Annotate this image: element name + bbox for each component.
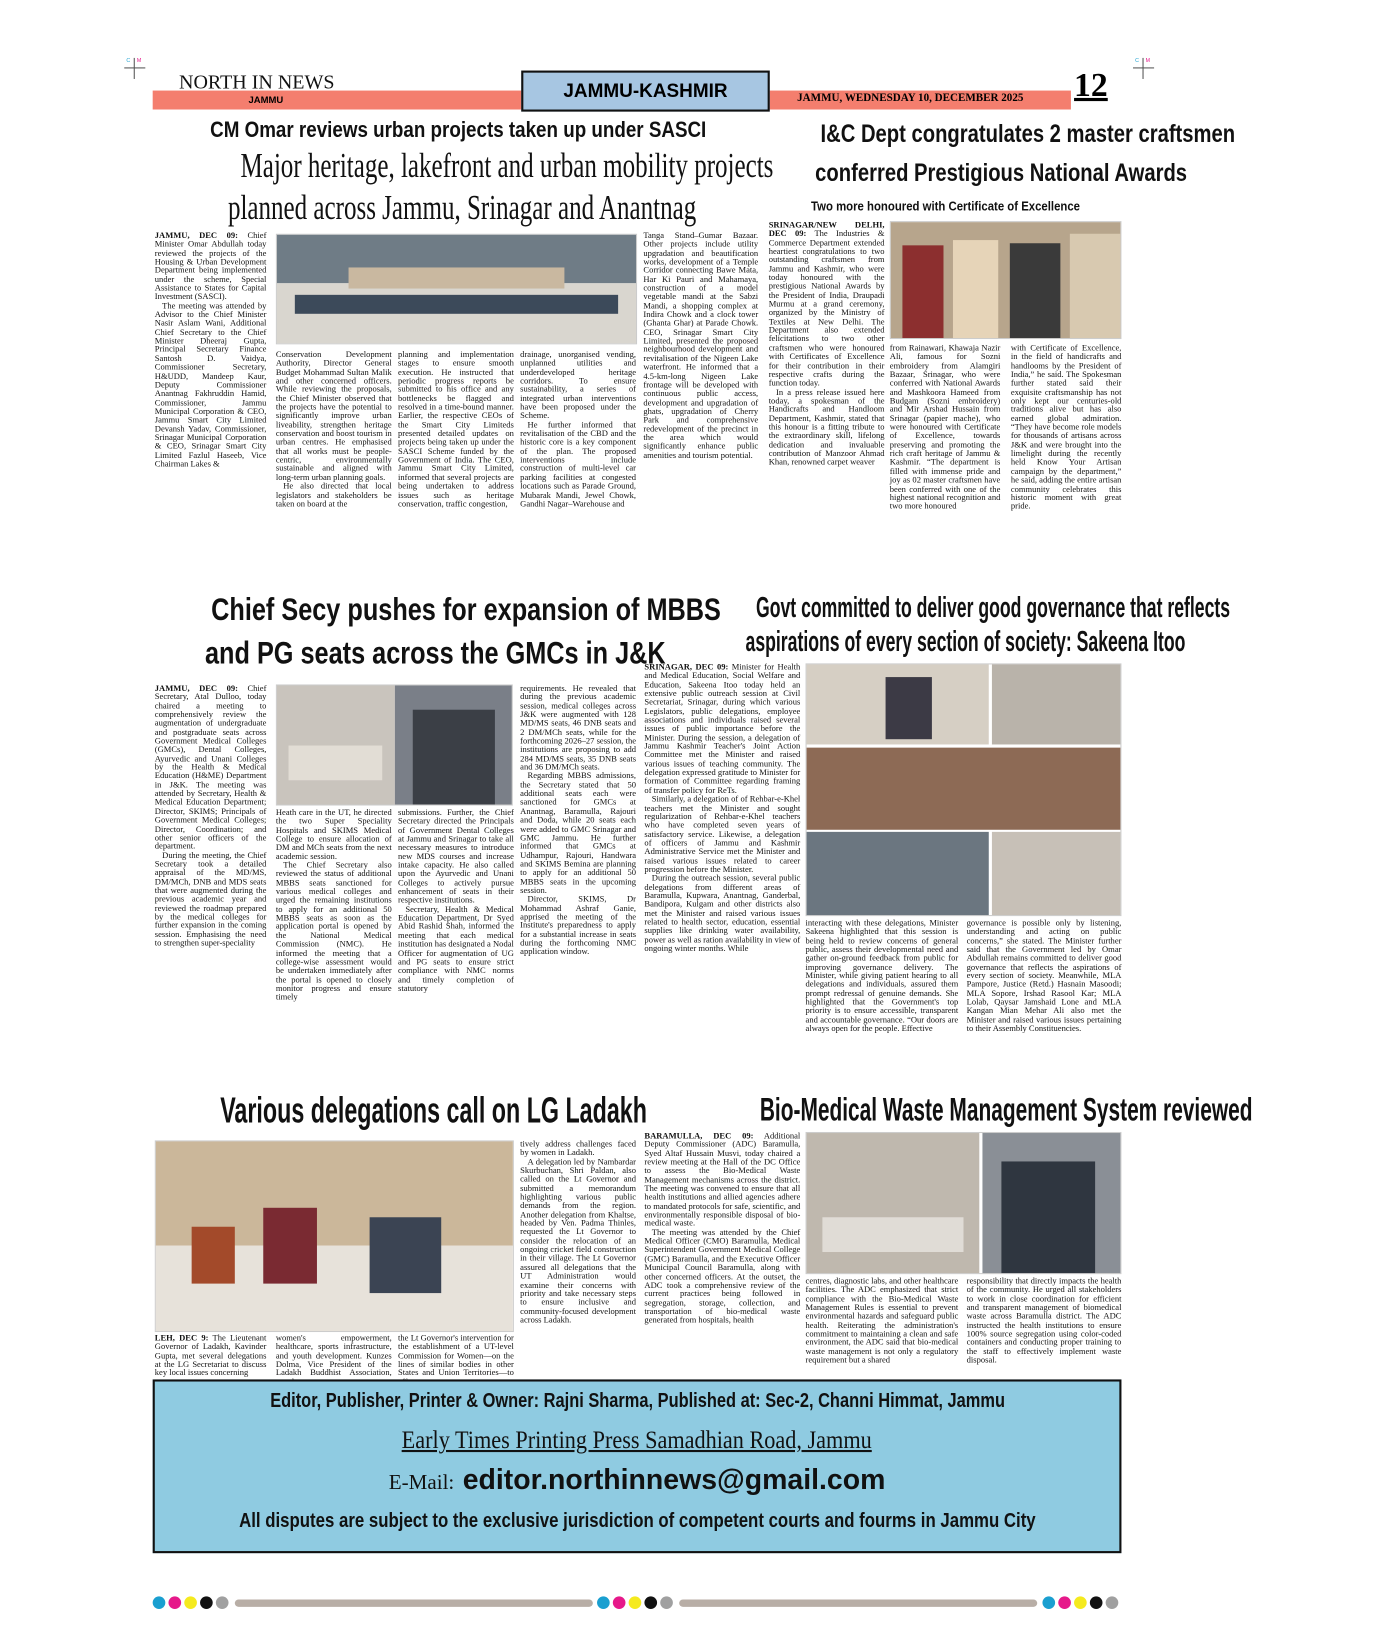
dateline: SRINAGAR, DEC 09: — [644, 662, 729, 672]
paragraph — [276, 861, 392, 1002]
photo-region — [1070, 234, 1120, 338]
paragraph-text: He also directed that local legislators and stakeholders be taken on board at the — [275, 481, 392, 509]
registration-mark-left: C M — [124, 58, 145, 79]
paragraph-text: In a press release issued here today, a spokesman of the Handicrafts and Handloom Department, Kashmir, stated that this honour is a fitting tribute to the extraordinary skill, lifelong dedication and invaluable contribution of Manzoor Ahmad Khan, renowned carpet weaver — [768, 387, 885, 467]
paragraph — [520, 895, 636, 957]
photo-region — [1001, 1161, 1095, 1273]
color-dot — [1106, 1596, 1119, 1609]
article-column — [1011, 344, 1122, 582]
color-dot — [629, 1596, 642, 1609]
article-kicker: CM Omar reviews urban projects taken up under SASCI — [209, 117, 707, 143]
paragraph-text: tively address challenges faced by women in Ladakh. — [520, 1139, 637, 1158]
paragraph — [644, 663, 800, 795]
paragraph-text: women's empowerment, healthcare, sports infrastructure, and youth development. Kunzes Dolma, Vice President of the Ladakh Buddhist Association, — [275, 1333, 392, 1378]
color-dot — [660, 1596, 673, 1609]
photo-region — [370, 1217, 441, 1293]
paragraph-text: from Rainawari, Khawaja Nazir Ali, famous for Sozni embroidery from Alamgiri Bazaar, Srinagar, who were conferred with National Awards and Mashkoora Hameed from Budgam (Sozni embroidery) and Mir Arshad Hussain from Srinagar (papier mache), who were honoured with Certificate of Excellence, towards preserving and promoting the rich craft heritage of Jammu & Kashmir. “The department is filled with immense pride and joy as 02 master craftsmen have been conferred with one of the highest national recognition and two more honoured — [889, 343, 1001, 511]
paragraph-text: centres, diagnostic labs, and other healthcare facilities. The ADC emphasized that strict compliance with the Bio-Medical Waste Management Rules is essential to prevent environmental hazards and safeguard public health. Reiterating the administration's commitment to maintaining a clean and safe environment, the ADC said that bio-medical waste management is not only a regulatory requirement but a shared — [805, 1276, 959, 1365]
article-column — [276, 1334, 392, 1376]
photo-region — [902, 245, 943, 338]
paragraph — [155, 684, 267, 851]
article-column — [644, 663, 800, 1084]
paragraph-text: During the outreach session, several public delegations from different areas of Baramulla, Kupwara, Anantnag, Ganderbal, Bandipora, Kulgam and other districts also met the Minister and raised various issues related to health sector, education, essential supplies like drinking water availability, power as well as ration availability in view of ongoing winter months. While — [644, 873, 801, 953]
registration-mark-right: C M — [1133, 58, 1154, 79]
article-column — [155, 684, 267, 1084]
photo-region — [413, 709, 495, 804]
dateline: SRINAGAR/NEW DELHI, DEC 09: — [768, 220, 885, 239]
photo-meeting — [276, 234, 637, 345]
paragraph-text: Director, SKIMS, Dr Mohammad Ashraf Ganie, apprised the meeting of the Institute's preparedness to apply for a substantial increase in seats during the forthcoming NMC application window. — [520, 894, 637, 957]
paragraph-text: interacting with these delegations, Minister Sakeena highlighted that this session is being held to review concerns of general public, assess their developmental need and gather on-ground feedback from public for improving governance delivery. The Minister, while giving patient hearing to all delegations and individuals, assured them prompt redressal of genuine demands. She highlighted that the Government's top priority is to ensure accessible, transparent and accountable governance. “Our doors are always open for the people. Effective — [805, 918, 959, 1034]
color-dot — [153, 1596, 166, 1609]
paragraph — [520, 684, 636, 772]
photo-award-ceremony — [890, 221, 1122, 339]
paragraph-text: with Certificate of Excellence, in the field of handicrafts and handlooms by the President of India,” he said. The Spokesman further stated said their exquisite craftsmanship has not only kept our centuries-old traditions alive but has also earned global admiration. “They have become role models for thousands of artisans across J&K and were brought into the limelight during the recently held Know Your Artisan campaign by the department,” he said, adding the entire artisan community celebrates this historic moment with great pride. — [1010, 343, 1122, 511]
paragraph-text: Chief Minister Omar Abdullah today reviewed the projects of the Housing & Urban Development Department being implemented under the scheme, Special Assistance to States for Capital Investment (SASCI). — [154, 230, 267, 302]
paragraph-text: The Chief Secretary also reviewed the status of additional MBBS seats sanctioned for various medical colleges and urged the remaining institutions to apply for an additional 50 MBBS seats as soon as the application portal is opened by the National Medical Commission (NMC). He informed the meeting that a college-wise assessment would be undertaken immediately after the portal is opened to closely monitor progress and ensure timely — [275, 860, 392, 1002]
dateline: LEH, DEC 9: — [154, 1333, 209, 1343]
article-headline: Various delegations call on LG Ladakh — [220, 1090, 647, 1131]
article-column — [155, 1334, 267, 1376]
article-column — [806, 919, 959, 1084]
paper-name: NORTH IN NEWS — [179, 71, 335, 94]
article-headline: Bio-Medical Waste Management System reviewed — [759, 1090, 1253, 1128]
color-dot — [200, 1596, 213, 1609]
imprint-email: E-Mail: editor.northinnews@gmail.com — [388, 1463, 886, 1496]
paragraph — [520, 772, 636, 895]
paragraph — [276, 351, 392, 483]
article-column — [155, 232, 267, 583]
issue-date: JAMMU, WEDNESDAY 10, DECEMBER 2025 — [797, 92, 1024, 105]
paragraph-text: The meeting was attended by Advisor to the Chief Minister Nasir Aslam Wani, Additional Chief Secretary to the Chief Minister Dheeraj Gupta, Principal Secretary Finance Santosh D. Vaidya, Commissioner Secretary, H&UDD, Mandeep Kaur, Deputy Commissioner Anantnag Fakhruddin Hamid, Commissioner, Jammu Municipal Corporation & CEO, Jammu Smart City Limited Devansh Yadav, Commissioner, Srinagar Municipal Corporation & CEO, Srinagar Smart City Limited Fazlul Haseeb, Vice Chairman Lakes & — [154, 300, 267, 469]
photo-region — [885, 677, 932, 740]
photo-region — [349, 267, 564, 289]
article-headline: conferred Prestigious National Awards — [815, 159, 1188, 188]
article-column — [967, 919, 1122, 1084]
article-column — [520, 1140, 636, 1376]
paragraph-text: Regarding MBBS admissions, the Secretary stated that 50 additional seats each were sanctioned for GMCs at Anantnag, Baramulla, Rajouri and Doda, while 20 seats each were added to GMC Srinagar and GMC Jammu. He further informed that GMCs at Udhampur, Rajouri, Handwara and SKIMS Bemina are planning to apply for an additional 50 MBBS seats in the upcoming session. — [520, 771, 637, 895]
photo-review-meeting — [806, 1132, 1122, 1274]
photo-region — [822, 1217, 963, 1252]
paragraph — [644, 1132, 800, 1229]
paragraph — [967, 919, 1122, 1033]
paragraph-text: A delegation led by Nambardar Skurbuchan, Shri Paldan, also called on the Lt Governor and submitted a memorandum highlighting various public demands from the region. Another delegation from Khaltse, headed by Ven. Padma Thinles, requested the Lt Governor to consider the relocation of an ongoing cricket field construction in their village. The Lt Governor assured all delegations that the UT Administration would examine their concerns with priority and take necessary steps to ensure inclusive and community-focused development across Ladakh. — [520, 1156, 637, 1325]
color-calibration-bar — [153, 1596, 1124, 1609]
color-dot — [613, 1596, 626, 1609]
imprint-printer: Early Times Printing Press Samadhian Road, Jammu — [402, 1426, 873, 1455]
article-column — [398, 809, 514, 1085]
paragraph-text: The Lieutenant Governor of Ladakh, Kavinder Gupta, met several delegations at the LG Secretariat to discuss key local issues concerning — [154, 1333, 267, 1378]
gray-strip — [679, 1600, 1037, 1607]
imprint-box — [153, 1379, 1122, 1553]
photo-region — [263, 1208, 317, 1284]
paragraph-text: responsibility that directly impacts the health of the community. He urged all stakeholders to work in close coordination for efficient and transparent management of biomedical waste across Baramulla district. The ADC instructed the health institutions to ensure 100% source segregation using color-coded containers and conducting proper training to the staff to effectively implement waste disposal. — [966, 1276, 1122, 1365]
article-headline: Major heritage, lakefront and urban mobility projects — [240, 147, 774, 186]
paragraph — [769, 221, 885, 388]
photo-region — [992, 664, 1121, 744]
photo-lg-delegations — [155, 1140, 514, 1332]
article-column — [276, 809, 392, 1085]
article-headline: and PG seats across the GMCs in J&K — [205, 636, 666, 671]
paragraph-text: Similarly, a delegation of of Rehbar-e-Khel teachers met the Minister and sought regularization of Rehbar-e-Khel teachers who have completed seven years of satisfactory service. Likewise, a delegation of officers of Jammu and Kashmir Administrative Service met the Minister and raised various issues related to career progression before the Minister. — [644, 794, 801, 874]
photo-region — [295, 294, 618, 314]
paragraph — [806, 919, 959, 1033]
color-dot — [1074, 1596, 1087, 1609]
imprint-owner: Editor, Publisher, Printer & Owner: Rajni Sharma, Published at: Sec-2, Channi Himmat, Jammu — [269, 1389, 1005, 1413]
photo-chief-secretary-meeting — [276, 684, 513, 805]
paragraph-text: Minister for Health and Medical Education, Social Welfare and Education, Sakeena Itoo today held an extensive public outreach session at Civil Secretariat, Srinagar, during which various Legislators, public delegations, employee associations and individuals raised several issues of public importance before the Minister. During the session, a delegation of Jammu Kashmir Teacher's Joint Action Committee met the Minister and raised various issues of teaching community. The delegation expressed gratitude to Minister for formation of Committee regarding framing of transfer policy for ReTs. — [644, 662, 801, 795]
color-dot — [1090, 1596, 1103, 1609]
paragraph-text: Heath care in the UT, he directed the two Super Speciality Hospitals and SKIMS Medical College to ensure allocation of DM and MCh seats from the next academic session. — [275, 807, 392, 862]
photo-region — [192, 1227, 235, 1284]
photo-region — [807, 747, 1121, 830]
photo-outreach-session — [806, 663, 1122, 916]
paragraph-text: During the meeting, the Chief Secretary took a detailed appraisal of the MD/MS, DM/MCh, DNB and MDS seats that were augmented during the previous academic year and reviewed the roadmap prepared by the medical colleges for further expansion in the coming session. Emphasising the need to strengthen super-speciality — [154, 850, 267, 948]
paragraph-text: The Industries & Commerce Department extended heartiest congratulations to two outstanding craftsmen from Jammu and Kashmir, who were today honoured with the prestigious National Awards by the President of India, Draupadi Murmu at a grand ceremony, organized by the Ministry of Textiles at New Delhi. The Department also extended felicitations to two other craftsmen who were honoured with Certificates of Excellence for their contribution in their respective crafts during the function today. — [768, 228, 885, 388]
paragraph — [155, 232, 267, 302]
paragraph — [520, 1140, 636, 1158]
paragraph-text: submissions. Further, the Chief Secretary directed the Principals of Government Dental Colleges at Jammu and Srinagar to take all necessary measures to introduce new MDS courses and increase intake capacity. He also called upon the Ayurvedic and Unani Colleges to actively pursue enhancement of seats in their respective institutions. — [398, 807, 514, 905]
article-headline: aspirations of every section of society: Sakeena Itoo — [745, 625, 1186, 658]
article-column — [769, 221, 885, 582]
article-headline: Govt committed to deliver good governance that reflects — [756, 591, 1231, 624]
paragraph — [398, 351, 514, 509]
paragraph-text: The meeting was attended by the Chief Medical Officer (CMO) Baramulla, Medical Superintendent Government Medical College (GMC) Baramulla, and the Executive Officer Municipal Council Baramulla, along with other concerned officers. At the outset, the ADC took a comprehensive review of the current practices being followed in segregation, storage, collection, and transportation of bio-medical waste generated from hospitals, health — [644, 1227, 801, 1325]
article-column — [806, 1277, 959, 1376]
paragraph-text: Tanga Stand–Gumar Bazaar. Other projects include utility upgradation and beautification works, development of a Temple Corridor connecting Bawe Mata, Har Ki Pauri and Mahamaya, construction of a model vegetable mandi at the Sabzi Mandi, a shopping complex at Indira Chowk and a clock tower (Ghanta Ghar) at Parade Chowk. CEO, Srinagar Smart City Limited, presented the proposed neighbourhood development and revitalisation of the Nigeen Lake waterfront. He informed that a 4.5-km-long Nigeen Lake frontage will be developed with continuous public access, development and upgradation of ghats, upgradation of Cherry Park and comprehensive redevelopment of the precinct in the area which would significantly enhance public amenities and tourism potential. — [643, 230, 759, 460]
paragraph — [276, 482, 392, 508]
gray-strip — [235, 1600, 593, 1607]
paragraph — [644, 795, 800, 874]
article-column — [967, 1277, 1122, 1376]
paragraph — [520, 1158, 636, 1325]
color-dot — [597, 1596, 610, 1609]
article-headline: Chief Secy pushes for expansion of MBBS — [211, 592, 721, 628]
dateline: BARAMULLA, DEC 09: — [644, 1130, 754, 1141]
paragraph-text: Additional Deputy Commissioner (ADC) Baramulla, Syed Altaf Hussain Musvi, today chaired a review meeting at the Hall of the DC Office to assess the Bio-Medical Waste Management mechanisms across the district. The meeting was convened to ensure that all health institutions and allied agencies adhere to mandated protocols for safe, scientific, and environmentally responsible disposal of bio-medical waste. — [644, 1130, 801, 1229]
photo-region — [992, 832, 1121, 915]
paragraph-text: requirements. He revealed that during the previous academic session, medical colleges across J&K were augmented with 128 MD/MS seats, 46 DNB seats and 2 DM/MCh seats, while for the forthcoming 2026–27 session, the institutions are proposing to add 284 MD/MS seats, 35 DNB seats and 36 DM/MCh seats. — [520, 683, 637, 772]
paragraph-text: Secretary, Health & Medical Education Department, Dr Syed Abid Rashid Shah, informed the meeting that each medical institution has designated a Nodal Officer for augmentation of UG and PG seats to ensure strict compliance with NMC norms and timely completion of statutory — [398, 904, 514, 993]
photo-region — [289, 745, 383, 781]
paragraph — [155, 302, 267, 469]
paragraph-text: Conservation Development Authority, Director General Budget Mohammad Sultan Malik and other concerned officers. While reviewing the proposals, the Chief Minister observed that the projects have the potential to significantly improve urban liveability, strengthen heritage conservation and boost tourism in urban centres. He emphasised that all works must be people-centric, environmentally sustainable and aligned with long-term urban planning goals. — [275, 349, 392, 483]
article-column — [276, 351, 392, 583]
paragraph — [155, 1334, 267, 1378]
article-column — [520, 351, 636, 583]
email-link[interactable]: editor.northinnews@gmail.com — [462, 1463, 886, 1496]
article-column — [520, 684, 636, 1084]
edition-label: JAMMU — [248, 94, 284, 106]
paragraph — [520, 351, 636, 421]
article-column — [398, 351, 514, 583]
paragraph — [276, 809, 392, 862]
article-column — [398, 1334, 514, 1376]
article-headline: planned across Jammu, Srinagar and Anantnag — [227, 189, 697, 228]
paragraph — [520, 421, 636, 509]
paragraph — [769, 388, 885, 467]
color-dot — [168, 1596, 181, 1609]
dateline: JAMMU, DEC 09: — [154, 683, 238, 693]
paragraph — [1011, 344, 1122, 511]
paragraph — [155, 851, 267, 948]
imprint-jurisdiction: All disputes are subject to the exclusive jurisdiction of competent courts and fourms in Jammu City — [238, 1510, 1036, 1533]
paragraph-text: Chief Secretary, Atal Dulloo, today chaired a meeting to comprehensively review the augmentation of undergraduate and postgraduate seats across Government Medical Colleges (GMCs), Dental Colleges, Ayurvedic and Unani Colleges by the Health & Medical Education (H&ME) Department in J&K. The meeting was attended by Secretary, Health & Medical Education Department; Director, SKIMS; Principals of Government Medical Colleges; Director, Coordination; and other senior officers of the department. — [154, 683, 267, 852]
section-box: JAMMU-KASHMIR — [521, 71, 770, 112]
color-dot — [1058, 1596, 1071, 1609]
paragraph-text: the Lt Governor's intervention for the establishment of a UT-level Commission for Women—on the lines of similar bodies in other States and Union Territories—to — [398, 1333, 514, 1378]
photo-region — [953, 240, 999, 338]
article-column — [890, 344, 1001, 582]
paragraph — [398, 809, 514, 906]
photo-region — [1010, 243, 1060, 338]
color-dot — [644, 1596, 657, 1609]
color-dot — [216, 1596, 229, 1609]
article-headline: I&C Dept congratulates 2 master craftsmen — [820, 120, 1236, 149]
paragraph-text: planning and implementation stages to ensure smooth execution. He instructed that periodic progress reports be submitted to his office and any bottlenecks be flagged and resolved in a time-bound manner. Earlier, the respective CEOs of the Smart City Limiteds presented detailed updates on projects being taken up under the SASCI Scheme funded by the Government of India. The CEO, Jammu Smart City Limited, informed that several projects are being undertaken to address issues such as heritage conservation, traffic congestion, — [398, 349, 514, 509]
color-dot — [184, 1596, 197, 1609]
color-dot — [1042, 1596, 1055, 1609]
paragraph — [644, 874, 800, 953]
page-number: 12 — [1074, 65, 1108, 104]
photo-region — [807, 832, 989, 915]
article-column — [643, 232, 758, 583]
paragraph — [890, 344, 1001, 511]
paragraph — [644, 1229, 800, 1326]
paragraph-text: governance is possible only by listening, understanding and acting on public concerns,” she stated. The Minister further said that the Government led by Omar Abdullah remains committed to deliver good governance that reflects the aspirations of every section of society. Meanwhile, MLA Pampore, Justice (Retd.) Hasnain Masoodi; MLA Sopore, Irshad Rasool Kar; MLA Lolab, Qaysar Jamshaid Lone and MLA Kangan Mian Mehar Ali also met the Minister and raised various issues pertaining to their Assembly Constituencies. — [966, 918, 1122, 1034]
article-column — [644, 1132, 800, 1376]
paragraph-text: He further informed that revitalisation of the CBD and the historic core is a key component of the plan. The proposed interventions include construction of multi-level car parking facilities at congested locations such as Parade Ground, Mubarak Mandi, Jewel Chowk, Gandhi Nagar–Warehouse and — [520, 419, 637, 509]
paragraph — [643, 232, 758, 460]
paragraph — [398, 905, 514, 993]
paragraph — [806, 1277, 959, 1365]
dateline: JAMMU, DEC 09: — [154, 230, 238, 241]
paragraph — [967, 1277, 1122, 1365]
paragraph-text: drainage, unorganised vending, unplanned utilities and underdeveloped heritage corridors. To ensure sustainability, a series of integrated urban interventions have been proposed under the Scheme. — [520, 349, 637, 421]
article-subhead: Two more honoured with Certificate of Excellence — [810, 199, 1080, 214]
